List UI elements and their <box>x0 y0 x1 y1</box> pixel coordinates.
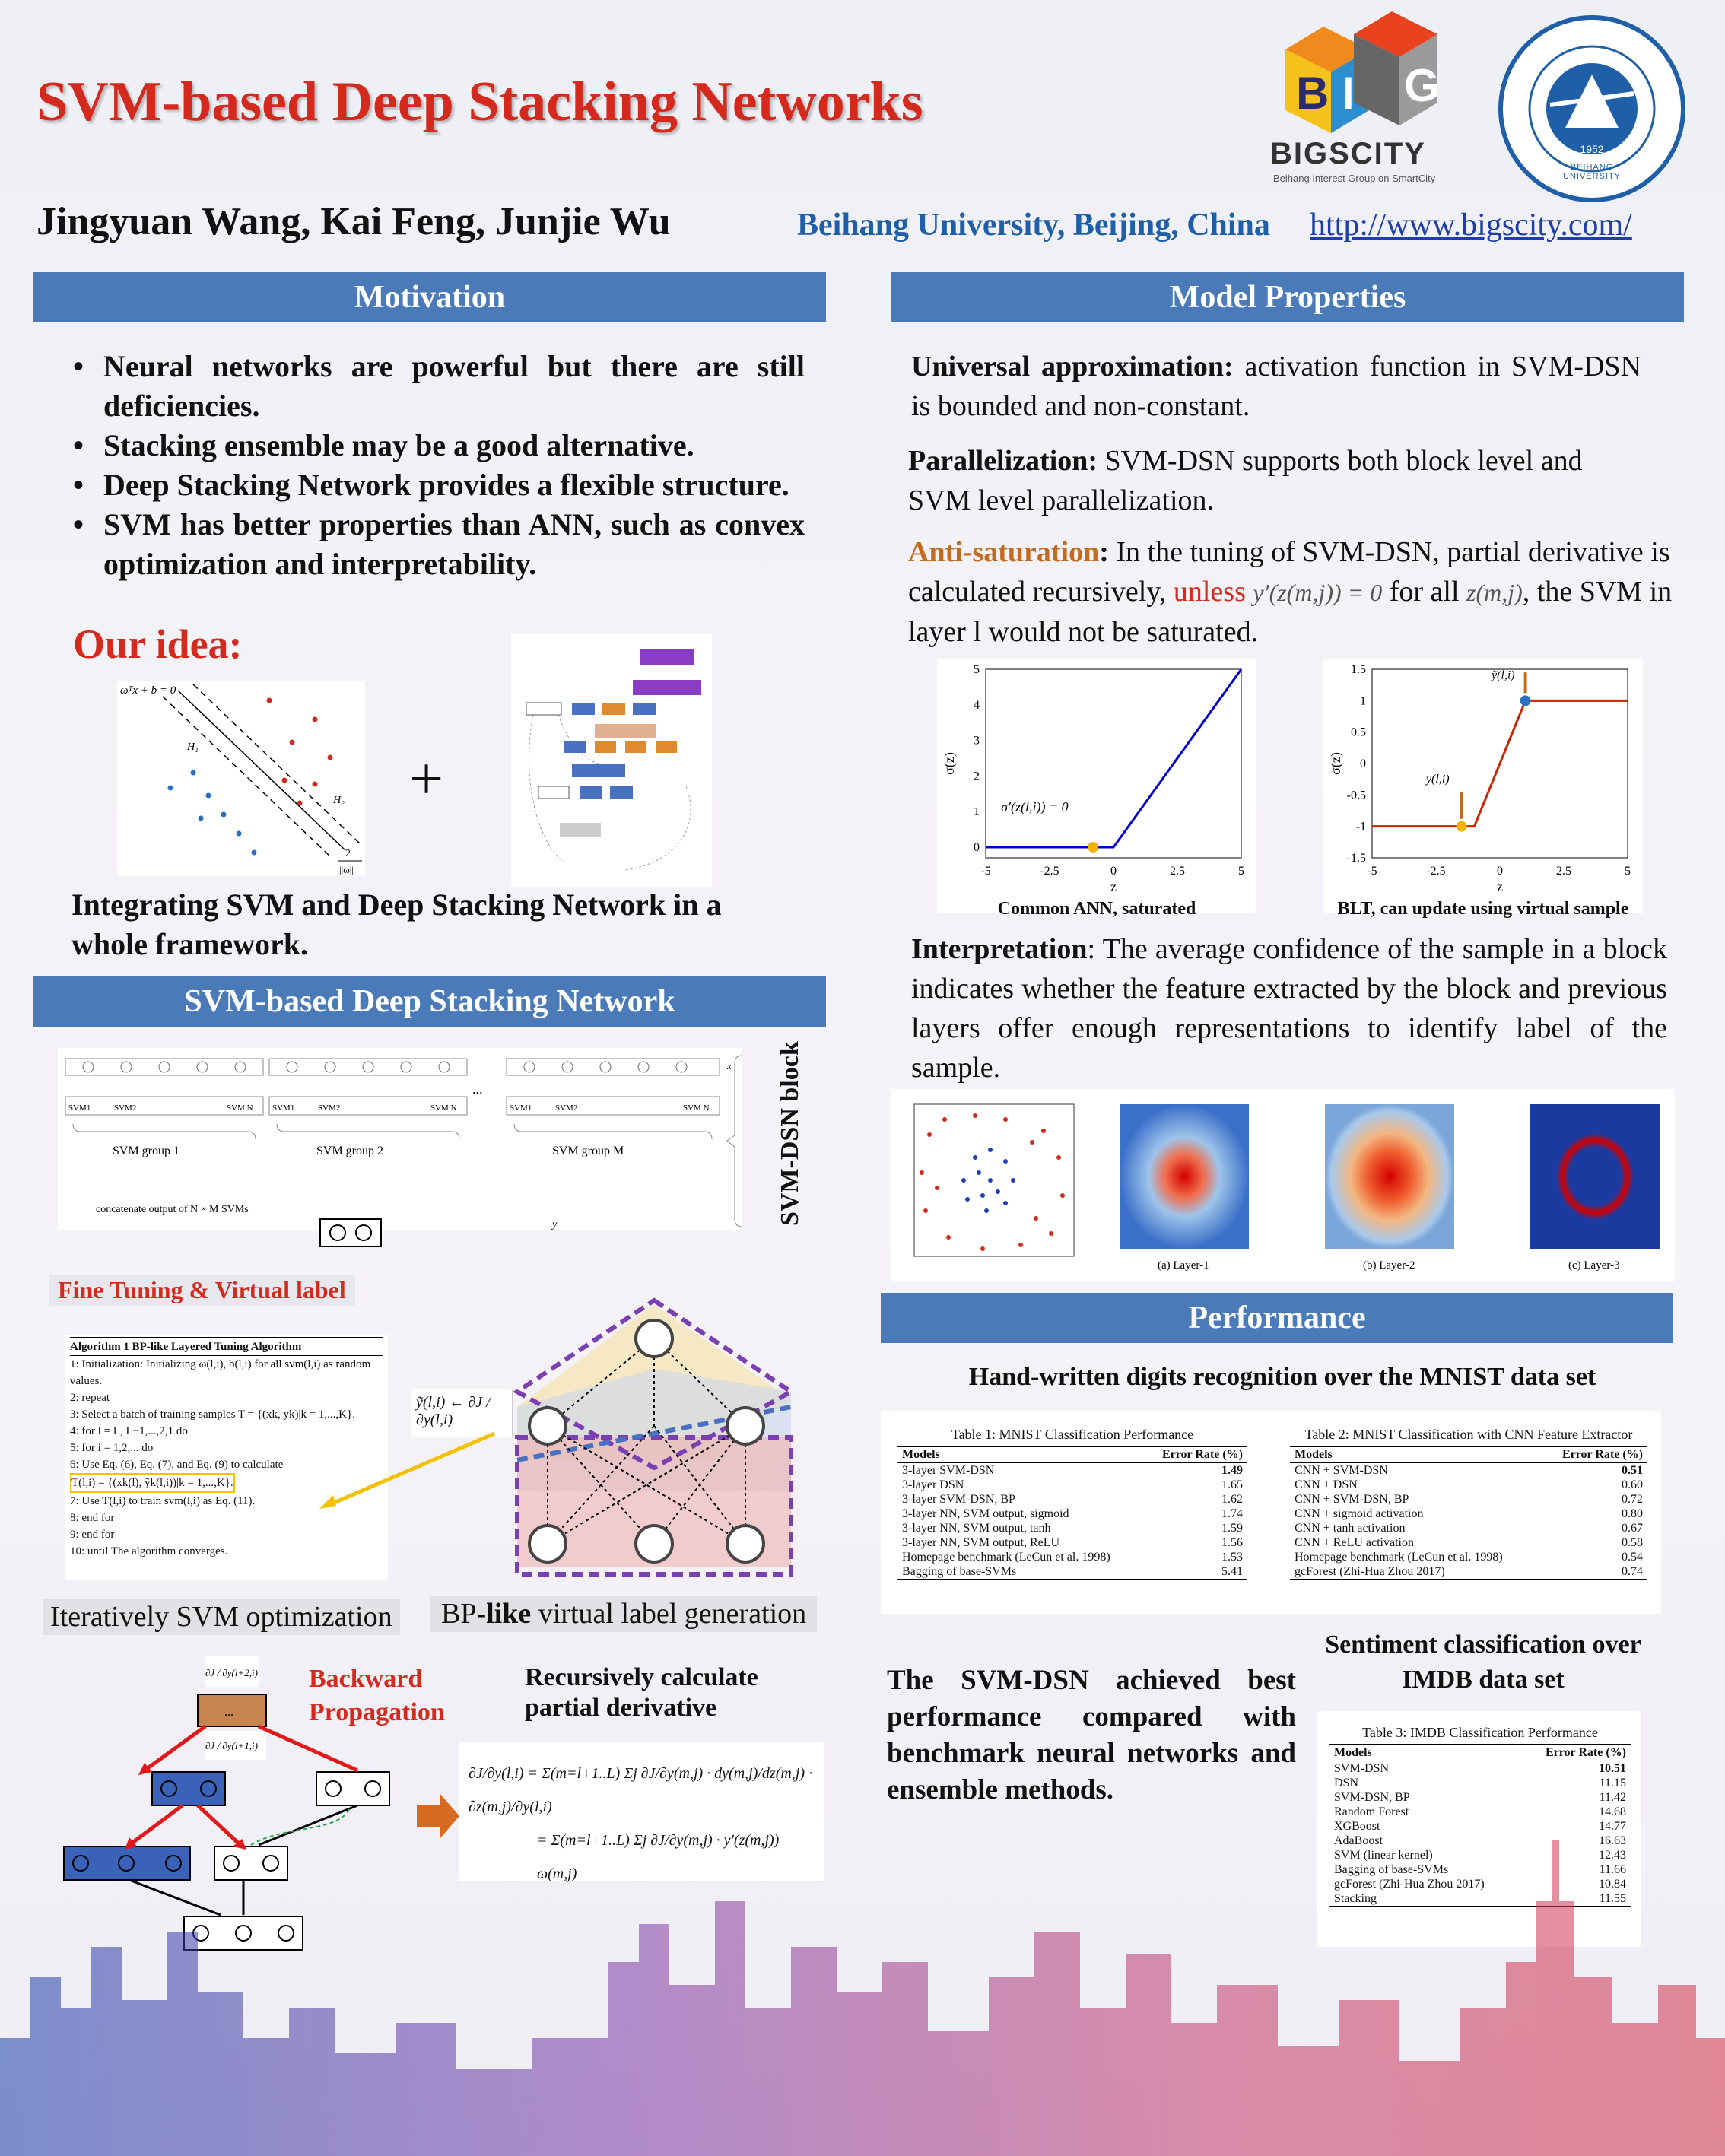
recursive-label: Recursively calculate partial derivative <box>525 1663 758 1722</box>
x-tick-label: 2.5 <box>1556 865 1571 878</box>
error-rate-cell: 0.58 <box>1622 1536 1643 1549</box>
heatmap-caption-3: (c) Layer-3 <box>1568 1259 1620 1272</box>
model-name-cell: Stacking <box>1329 1891 1522 1907</box>
table-header: Models <box>897 1446 1145 1463</box>
interpretation-body: : The average confidence of the sample in a block indicates whether the feature extracted by the block and previous layers offer enough representations to identify label of the sample. <box>911 933 1667 1084</box>
table-row <box>897 1478 1247 1492</box>
table-row <box>1290 1550 1647 1564</box>
error-rate-cell: 16.63 <box>1599 1834 1626 1847</box>
plus-sign: + <box>409 746 444 813</box>
city-skyline-decoration <box>0 1810 1725 2156</box>
logo-letter-g: G <box>1404 60 1440 111</box>
table-2-caption: Table 2: MNIST Classification with CNN Feature Extractor <box>1304 1427 1633 1442</box>
table-row <box>897 1564 1247 1580</box>
error-rate-cell: 11.42 <box>1599 1791 1626 1804</box>
error-rate-cell: 1.62 <box>1221 1493 1243 1506</box>
anti-colon: : <box>1099 536 1109 568</box>
model-name-cell: Homepage benchmark (LeCun et al. 1998) <box>1295 1551 1503 1564</box>
error-rate-cell: 1.53 <box>1221 1551 1243 1564</box>
table-row <box>897 1535 1247 1550</box>
universal-approx-text <box>911 347 1641 426</box>
table-2-body <box>1290 1463 1647 1580</box>
model-name-cell: SVM-DSN, BP <box>1334 1791 1410 1804</box>
y-tick-label: -0.5 <box>1346 789 1366 802</box>
svm-group-1: SVM group 1 <box>113 1145 180 1157</box>
algorithm-line: 5: for i = 1,2,... do <box>70 1442 154 1454</box>
saturated-point-marker <box>1088 842 1098 853</box>
svmn-label: SVM N <box>227 1103 253 1113</box>
model-name-cell: CNN + ReLU activation <box>1295 1536 1414 1549</box>
logo-letter-b: B <box>1296 68 1329 119</box>
dsn-structure-figure <box>511 634 712 887</box>
heatmap-strip <box>891 1089 1675 1281</box>
scatter-panel <box>914 1104 1074 1256</box>
series-line <box>986 669 1241 847</box>
derivative-annotation: σ′(z(l,i)) = 0 <box>1001 799 1069 815</box>
x-axis-label: z <box>1110 879 1117 894</box>
svm2-label: SVM2 <box>318 1103 341 1113</box>
error-rate-cell: 11.15 <box>1599 1777 1626 1789</box>
x-tick-label: -5 <box>980 865 991 878</box>
y-output-label: y <box>552 1219 558 1230</box>
university-seal <box>1497 14 1687 204</box>
table-row <box>1329 1790 1631 1805</box>
parallel-label: Parallelization: <box>908 445 1098 477</box>
virtual-point-marker <box>1520 695 1531 706</box>
x-tick-label: 0 <box>1497 865 1503 878</box>
universal-body: activation function in SVM-DSN is bounded and non-constant. <box>911 351 1641 422</box>
table-row <box>897 1463 1247 1478</box>
error-rate-cell: 1.65 <box>1221 1478 1243 1491</box>
error-rate-cell: 11.66 <box>1599 1863 1626 1876</box>
table-3-caption: Table 3: IMDB Classification Performance <box>1362 1725 1598 1740</box>
logo-letter-i: I <box>1342 68 1355 119</box>
error-rate-cell: 0.54 <box>1622 1551 1643 1564</box>
bigscity-cube-icon <box>1263 4 1460 141</box>
anti-unless: unless <box>1173 576 1246 608</box>
error-rate-cell: 11.55 <box>1522 1891 1631 1907</box>
sample-label-annotation: y(l,i) <box>1425 772 1450 786</box>
model-name-cell: gcForest (Zhi-Hua Zhou 2017) <box>1290 1564 1543 1580</box>
h2-label: H₂ <box>333 795 345 806</box>
x-input-label: x <box>727 1060 732 1072</box>
x-tick-label: 2.5 <box>1170 865 1185 878</box>
motivation-bullets <box>70 347 805 584</box>
y-tick-label: 1 <box>974 805 980 819</box>
y-tick-label: 0.5 <box>1351 726 1366 739</box>
svm1-label: SVM1 <box>510 1103 532 1113</box>
layered-network-figure <box>502 1293 806 1597</box>
y-tick-label: 3 <box>974 734 980 748</box>
model-name-cell: 3-layer DSN <box>902 1478 964 1491</box>
algorithm-line: 9: end for <box>70 1529 115 1541</box>
blt-chart-panel <box>1323 659 1643 913</box>
interpretation-text <box>911 929 1667 1088</box>
bullet-item: • Stacking ensemble may be a good alternative. <box>70 426 805 465</box>
margin-denominator: ||ω|| <box>339 864 354 875</box>
algorithm-line: 8: end for <box>70 1512 115 1524</box>
y-tick-label: 4 <box>974 698 980 712</box>
model-name-cell: SVM (linear kernel) <box>1334 1849 1433 1862</box>
table-header: Models <box>1329 1745 1522 1761</box>
grad-mid-label: ∂J / ∂y(l+1,i) <box>205 1740 258 1751</box>
table-1 <box>897 1427 1247 1580</box>
error-rate-cell: 0.60 <box>1622 1478 1643 1491</box>
error-rate-cell: 10.84 <box>1599 1878 1626 1891</box>
logo-text: BIGSCITY <box>1270 137 1426 170</box>
backward-propagation-label: Backward Propagation <box>309 1665 445 1726</box>
svm-margin-figure <box>117 681 365 876</box>
table-header: Error Rate (%) <box>1522 1745 1631 1761</box>
error-rate-cell: 1.49 <box>1221 1464 1243 1477</box>
output-node-pair <box>319 1218 382 1247</box>
algorithm-title: Algorithm 1 BP-like Layered Tuning Algorithm <box>70 1337 383 1356</box>
bullet-item: • SVM has better properties than ANN, such as convex optimization and interpretability. <box>70 505 805 584</box>
model-name-cell: CNN + DSN <box>1295 1478 1358 1491</box>
y-tick-label: -1.5 <box>1346 852 1366 865</box>
bp-suffix: virtual label generation <box>531 1598 807 1630</box>
performance-conclusion: The SVM-DSN achieved best performance compared with benchmark neural networks and ensemble methods. <box>887 1665 1296 1805</box>
error-rate-cell: 1.74 <box>1221 1507 1243 1520</box>
x-tick-label: 5 <box>1238 865 1244 878</box>
logo-subtext: Beihang Interest Group on SmartCity <box>1273 173 1436 184</box>
ellipsis: ... <box>472 1081 483 1097</box>
mnist-heading: Hand-written digits recognition over the MNIST data set <box>968 1363 1596 1391</box>
svmn-label: SVM N <box>430 1103 457 1113</box>
model-name-cell: 3-layer SVM-DSN, BP <box>902 1493 1015 1506</box>
parallel-text <box>908 441 1638 520</box>
svm1-label: SVM1 <box>272 1103 295 1113</box>
bigscity-logo <box>1263 4 1460 186</box>
y-tick-label: 1 <box>1360 694 1366 708</box>
table-row <box>1290 1564 1647 1580</box>
anti-body-2: for all <box>1389 576 1467 608</box>
x-tick-label: -5 <box>1367 865 1377 878</box>
table-header: Error Rate (%) <box>1543 1446 1647 1463</box>
svm1-label: SVM1 <box>68 1103 91 1113</box>
ann-chart-caption: Common ANN, saturated <box>997 899 1196 919</box>
table-row <box>897 1550 1247 1564</box>
y-axis-label: σ(z) <box>942 752 957 775</box>
bullet-item: • Neural networks are powerful but there are still deficiencies. <box>70 347 805 426</box>
error-rate-cell: 14.68 <box>1599 1805 1626 1818</box>
svmn-label: SVM N <box>683 1103 710 1113</box>
table-header: Models <box>1290 1446 1543 1463</box>
bp-bold: like <box>486 1598 532 1630</box>
virtual-label-formula: ỹ(l,i) ← ∂J / ∂y(l,i) <box>411 1389 513 1437</box>
table-1-caption: Table 1: MNIST Classification Performance <box>951 1427 1194 1442</box>
series-line <box>1372 700 1628 826</box>
error-rate-cell: 12.43 <box>1599 1849 1626 1862</box>
model-name-cell: 3-layer NN, SVM output, tanh <box>902 1522 1051 1535</box>
node-dots: ... <box>224 1706 233 1719</box>
heatmap-caption-1: (a) Layer-1 <box>1158 1259 1209 1272</box>
svm2-label: SVM2 <box>114 1103 137 1113</box>
model-name-cell: Bagging of base-SVMs <box>897 1564 1145 1580</box>
blt-activation-chart <box>1323 659 1643 894</box>
website-link[interactable]: http://www.bigscity.com/ <box>1310 208 1632 243</box>
error-rate-cell: 0.51 <box>1622 1464 1643 1477</box>
y-tick-label: -1 <box>1355 820 1366 834</box>
model-name-cell: Homepage benchmark (LeCun et al. 1998) <box>902 1551 1110 1564</box>
model-name-cell: DSN <box>1334 1777 1359 1789</box>
algorithm-line: 7: Use T(l,i) to train svm(l,i) as Eq. (11). <box>70 1495 256 1507</box>
heatmap-caption-2: (b) Layer-2 <box>1363 1259 1415 1272</box>
table-row <box>1329 1761 1631 1777</box>
table-row <box>897 1492 1247 1507</box>
model-name-cell: CNN + SVM-DSN, BP <box>1295 1493 1409 1506</box>
imdb-heading: Sentiment classification over IMDB data set <box>1325 1630 1641 1694</box>
algorithm-line: 4: for l = L, L−1,...,2,1 do <box>70 1425 188 1437</box>
author-list: Jingyuan Wang, Kai Feng, Junjie Wu <box>37 200 671 243</box>
anti-saturation-text <box>908 532 1676 652</box>
anti-body-1: In the tuning of SVM-DSN, partial derivative is calculated recursively, <box>908 536 1670 608</box>
affiliation: Beihang University, Beijing, China <box>797 208 1270 243</box>
svm2-label: SVM2 <box>555 1103 578 1113</box>
model-name-cell: CNN + tanh activation <box>1295 1522 1406 1535</box>
anti-formula-2: z(m,j) <box>1466 579 1523 606</box>
table-row <box>1290 1507 1647 1521</box>
ann-chart-panel <box>937 659 1256 913</box>
anti-body-3: , the SVM in layer l would not be saturated. <box>908 576 1673 648</box>
algorithm-line: 3: Select a batch of training samples T = {(xk, yk)|k = 1,...,K}. <box>70 1408 355 1421</box>
parallel-body: SVM-DSN supports both block level and SVM level parallelization. <box>908 445 1583 516</box>
svm-group-m: SVM group M <box>552 1145 624 1157</box>
x-axis-label: z <box>1497 879 1503 894</box>
seal-name: BEIHANG UNIVERSITY <box>1562 163 1621 181</box>
fine-tuning-label: Fine Tuning & Virtual label <box>49 1275 355 1306</box>
motivation-header: Motivation <box>33 272 826 322</box>
y-tick-label: 5 <box>974 663 980 676</box>
x-tick-label: -2.5 <box>1040 865 1059 878</box>
universal-label: Universal approximation: <box>911 351 1234 383</box>
idea-summary: Integrating SVM and Deep Stacking Network in a whole framework. <box>71 887 722 961</box>
table-2 <box>1290 1427 1647 1580</box>
y-tick-label: 0 <box>974 840 980 854</box>
model-name-cell: 3-layer NN, SVM output, ReLU <box>902 1536 1060 1549</box>
anti-label: Anti-saturation <box>908 536 1100 568</box>
table-row <box>897 1521 1247 1535</box>
y-tick-label: 2 <box>974 770 980 783</box>
svm-group-2: SVM group 2 <box>316 1145 384 1157</box>
model-name-cell: CNN + SVM-DSN <box>1295 1464 1388 1477</box>
table-row <box>1290 1492 1647 1507</box>
model-name-cell: Random Forest <box>1334 1805 1409 1818</box>
our-idea-label: Our idea: <box>73 621 243 667</box>
equation-line-1: ∂J/∂y(l,i) = Σ(m=l+1..L) Σj ∂J/∂y(m,j) · dy(m,j)/dz(m,j) · ∂z(m,j)/∂y(l,i) <box>469 1765 813 1815</box>
error-rate-cell: 0.74 <box>1543 1564 1647 1580</box>
algorithm-line: 2: repeat <box>70 1392 110 1404</box>
poster-title: SVM-based Deep Stacking Networks <box>37 71 923 133</box>
iter-svm-label: Iteratively SVM optimization <box>43 1599 400 1635</box>
performance-header: Performance <box>881 1293 1673 1343</box>
table-row <box>897 1507 1247 1521</box>
algorithm-line: 10: until The algorithm converges. <box>70 1545 228 1557</box>
table-1-body <box>897 1463 1247 1580</box>
ann-activation-chart <box>937 659 1256 894</box>
y-tick-label: 0 <box>1360 757 1366 770</box>
blt-chart-caption: BLT, can update using virtual sample <box>1337 899 1629 919</box>
model-name-cell: gcForest (Zhi-Hua Zhou 2017) <box>1334 1878 1485 1891</box>
model-name-cell: Bagging of base-SVMs <box>1334 1863 1449 1876</box>
x-tick-label: 0 <box>1110 865 1117 878</box>
model-name-cell: SVM-DSN <box>1334 1762 1390 1775</box>
model-name-cell: CNN + sigmoid activation <box>1295 1507 1424 1520</box>
h1-label: H₁ <box>187 741 199 753</box>
hyperplane-equation: ωᵀx + b = 0 <box>120 684 176 697</box>
error-rate-cell: 10.51 <box>1599 1762 1626 1775</box>
table-row <box>1329 1776 1631 1790</box>
model-name-cell: 3-layer SVM-DSN <box>902 1464 995 1477</box>
svm-dsn-block-figure <box>58 1048 742 1230</box>
original-point-marker <box>1457 821 1467 832</box>
error-rate-cell: 1.56 <box>1221 1536 1243 1549</box>
block-label: SVM-DSN block <box>776 1041 804 1226</box>
equation-line-2: = Σ(m=l+1..L) Σj ∂J/∂y(m,j) · y′(z(m,j)) ω(m,j) <box>537 1832 780 1882</box>
bp-like-label <box>430 1596 817 1632</box>
error-rate-cell: 0.67 <box>1622 1522 1643 1535</box>
model-properties-header: Model Properties <box>891 272 1684 322</box>
table-row <box>1290 1463 1647 1478</box>
algorithm-line-highlight: T(l,i) = {(xk(l), ỹk(l,i))|k = 1,...,K}. <box>70 1473 235 1493</box>
model-name-cell: 3-layer NN, SVM output, sigmoid <box>902 1507 1069 1520</box>
margin-numerator: 2 <box>345 848 351 859</box>
anti-formula: y′(z(m,j)) = 0 <box>1253 579 1383 606</box>
concat-text: concatenate output of N × M SVMs <box>96 1204 249 1215</box>
table-row <box>1290 1535 1647 1550</box>
interpretation-label: Interpretation <box>911 933 1088 965</box>
plot-frame <box>986 669 1241 858</box>
seal-year: 1952 <box>1580 143 1604 155</box>
x-tick-label: -2.5 <box>1426 865 1446 878</box>
virtual-label-annotation: ỹ(l,i) <box>1491 668 1515 682</box>
algorithm-line: 6: Use Eq. (6), Eq. (7), and Eq. (9) to calculate <box>70 1459 284 1471</box>
table-header: Error Rate (%) <box>1145 1446 1248 1463</box>
error-rate-cell: 14.77 <box>1599 1820 1626 1833</box>
error-rate-cell: 0.80 <box>1622 1507 1643 1520</box>
bp-prefix: BP- <box>441 1598 487 1630</box>
x-tick-label: 5 <box>1625 865 1631 878</box>
y-tick-label: 1.5 <box>1351 663 1366 676</box>
table-row <box>1290 1478 1647 1492</box>
error-rate-cell: 5.41 <box>1145 1564 1248 1580</box>
error-rate-cell: 1.59 <box>1221 1522 1243 1535</box>
model-name-cell: AdaBoost <box>1334 1834 1383 1847</box>
svm-dsn-header: SVM-based Deep Stacking Network <box>33 976 826 1027</box>
algorithm-line: 1: Initialization: Initializing ω(l,i), b(l,i) for all svm(l,i) as random values. <box>70 1358 371 1387</box>
yellow-arrow-icon <box>319 1430 502 1513</box>
y-axis-label: σ(z) <box>1328 752 1343 775</box>
bullet-item: • Deep Stacking Network provides a flexible structure. <box>70 465 805 505</box>
grad-top-label: ∂J / ∂y(l+2,i) <box>205 1667 258 1678</box>
table-row <box>1290 1521 1647 1535</box>
error-rate-cell: 0.72 <box>1622 1493 1643 1506</box>
model-name-cell: XGBoost <box>1334 1820 1380 1833</box>
